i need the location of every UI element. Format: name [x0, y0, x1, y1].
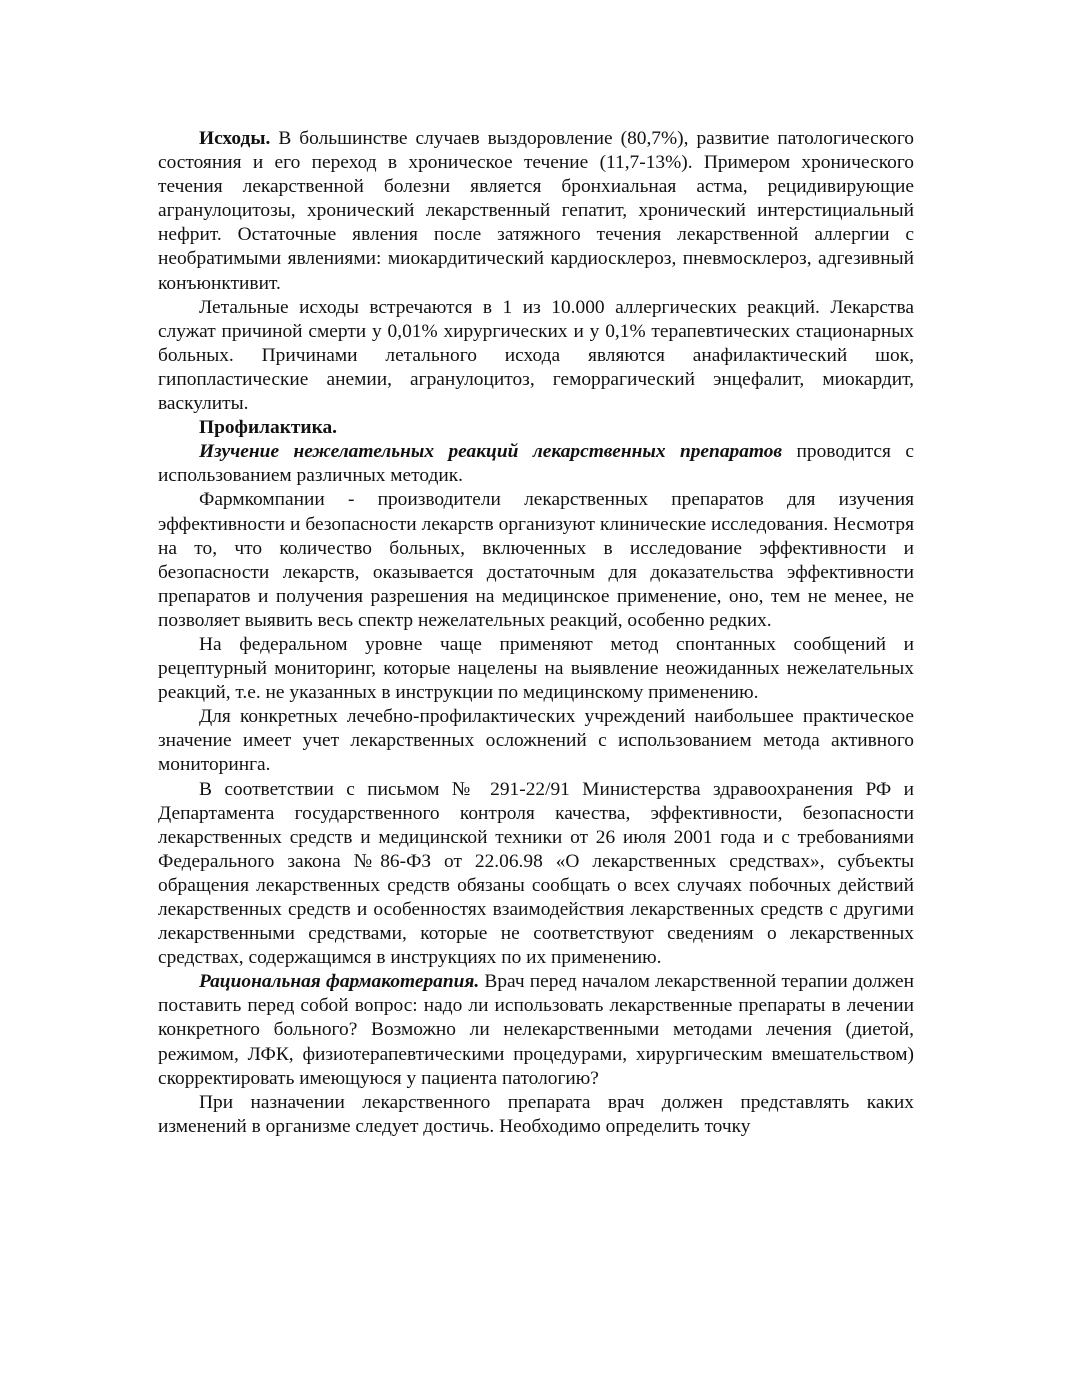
- paragraph-text: Фармкомпании - производители лекарственных препаратов для изучения эффективности и безопасности лекарств организуют клинические исследования. Несмотря на то, что количество больных, включенных в исследование эффективности и безопасности лекарств, оказывается достаточным для доказательства эффективности препаратов и получения разрешения на медицинское применение, оно, тем не менее, не позволяет выявить весь спектр нежелательных реакций, особенно редких.: [158, 489, 914, 631]
- paragraph-lethal-outcomes: [158, 296, 914, 416]
- paragraph-text: В большинстве случаев выздоровление (80,7%), развитие патологического состояния и его переход в хроническое течение (11,7-13%). Примером хронического течения лекарственной болезни является бронхиальная астма, рецидивирующие агранулоцитозы, хронический лекарственный гепатит, хронический интерстициальный нефрит. Остаточные явления после затяжного течения лекарственной аллергии с необратимыми явлениями: миокардитический кардиосклероз, пневмосклероз, адгезивный конъюнктивит.: [158, 128, 914, 294]
- paragraph-rational-pharmacotherapy: [158, 970, 914, 1090]
- paragraph-text: В соответствии с письмом № 291-22/91 Министерства здравоохранения РФ и Департамента государственного контроля качества, эффективности, безопасности лекарственных средств и медицинской техники от 26 июля 2001 года и с требованиями Федерального закона №86-ФЗ от 22.06.98 «О лекарственных средствах», субъекты обращения лекарственных средств обязаны сообщать о всех случаях побочных действий лекарственных средств и особенностях взаимодействия лекарственных средств с другими лекарственными средствами, которые не соответствуют сведениям о лекарственных средствах, содержащимся в инструкциях по их применению.: [158, 778, 914, 969]
- paragraph-text: проводится с использованием различных методик.: [158, 441, 914, 487]
- heading-prophylaxis: Профилактика.: [199, 417, 338, 439]
- paragraph-text: Летальные исходы встречаются в 1 из 10.000 аллергических реакций. Лекарства служат причиной смерти у 0,01% хирургических и у 0,1% терапевтических стационарных больных. Причинами летального исхода являются анафилактический шок, гипопластические анемии, агранулоцитоз, геморрагический энцефалит, миокардит, васкулиты.: [158, 296, 914, 415]
- paragraph-active-monitoring: [158, 705, 914, 777]
- paragraph-federal-level: [158, 633, 914, 705]
- paragraph-pharma-companies: [158, 488, 914, 633]
- paragraph-text: На федеральном уровне чаще применяют метод спонтанных сообщений и рецептурный мониторинг, которые нацелены на выявление неожиданных нежелательных реакций, т.е. не указанных в инструкции по медицинскому применению.: [158, 633, 914, 704]
- paragraph-regulation-letter: [158, 778, 914, 971]
- paragraph-text: Врач перед началом лекарственной терапии должен поставить перед собой вопрос: надо ли использовать лекарственные препараты в лечении конкретного больного? Возможно ли нелекарственными методами лечения (диетой, режимом, ЛФК, физиотерапевтическими процедурами, хирургическим вмешательством) скорректировать имеющуюся у пациента патологию?: [158, 971, 914, 1089]
- heading-rational-pharmacotherapy: Рациональная фармакотерапия.: [199, 971, 480, 993]
- paragraph-outcomes: [158, 127, 914, 296]
- paragraph-text: Для конкретных лечебно-профилактических учреждений наибольшее практическое значение имеет учет лекарственных осложнений с использованием метода активного мониторинга.: [158, 706, 914, 776]
- heading-outcomes: Исходы.: [199, 128, 271, 149]
- paragraph-drug-prescription: [158, 1091, 914, 1139]
- paragraph-text: При назначении лекарственного препарата врач должен представлять каких изменений в организме следует достичь. Необходимо определить точку: [158, 1091, 914, 1137]
- paragraph-prophylaxis-heading: [158, 416, 914, 440]
- document-page: [158, 127, 914, 1139]
- heading-adverse-reactions-study: Изучение нежелательных реакций лекарственных препаратов: [199, 441, 783, 463]
- paragraph-adverse-reactions-study: [158, 440, 914, 488]
